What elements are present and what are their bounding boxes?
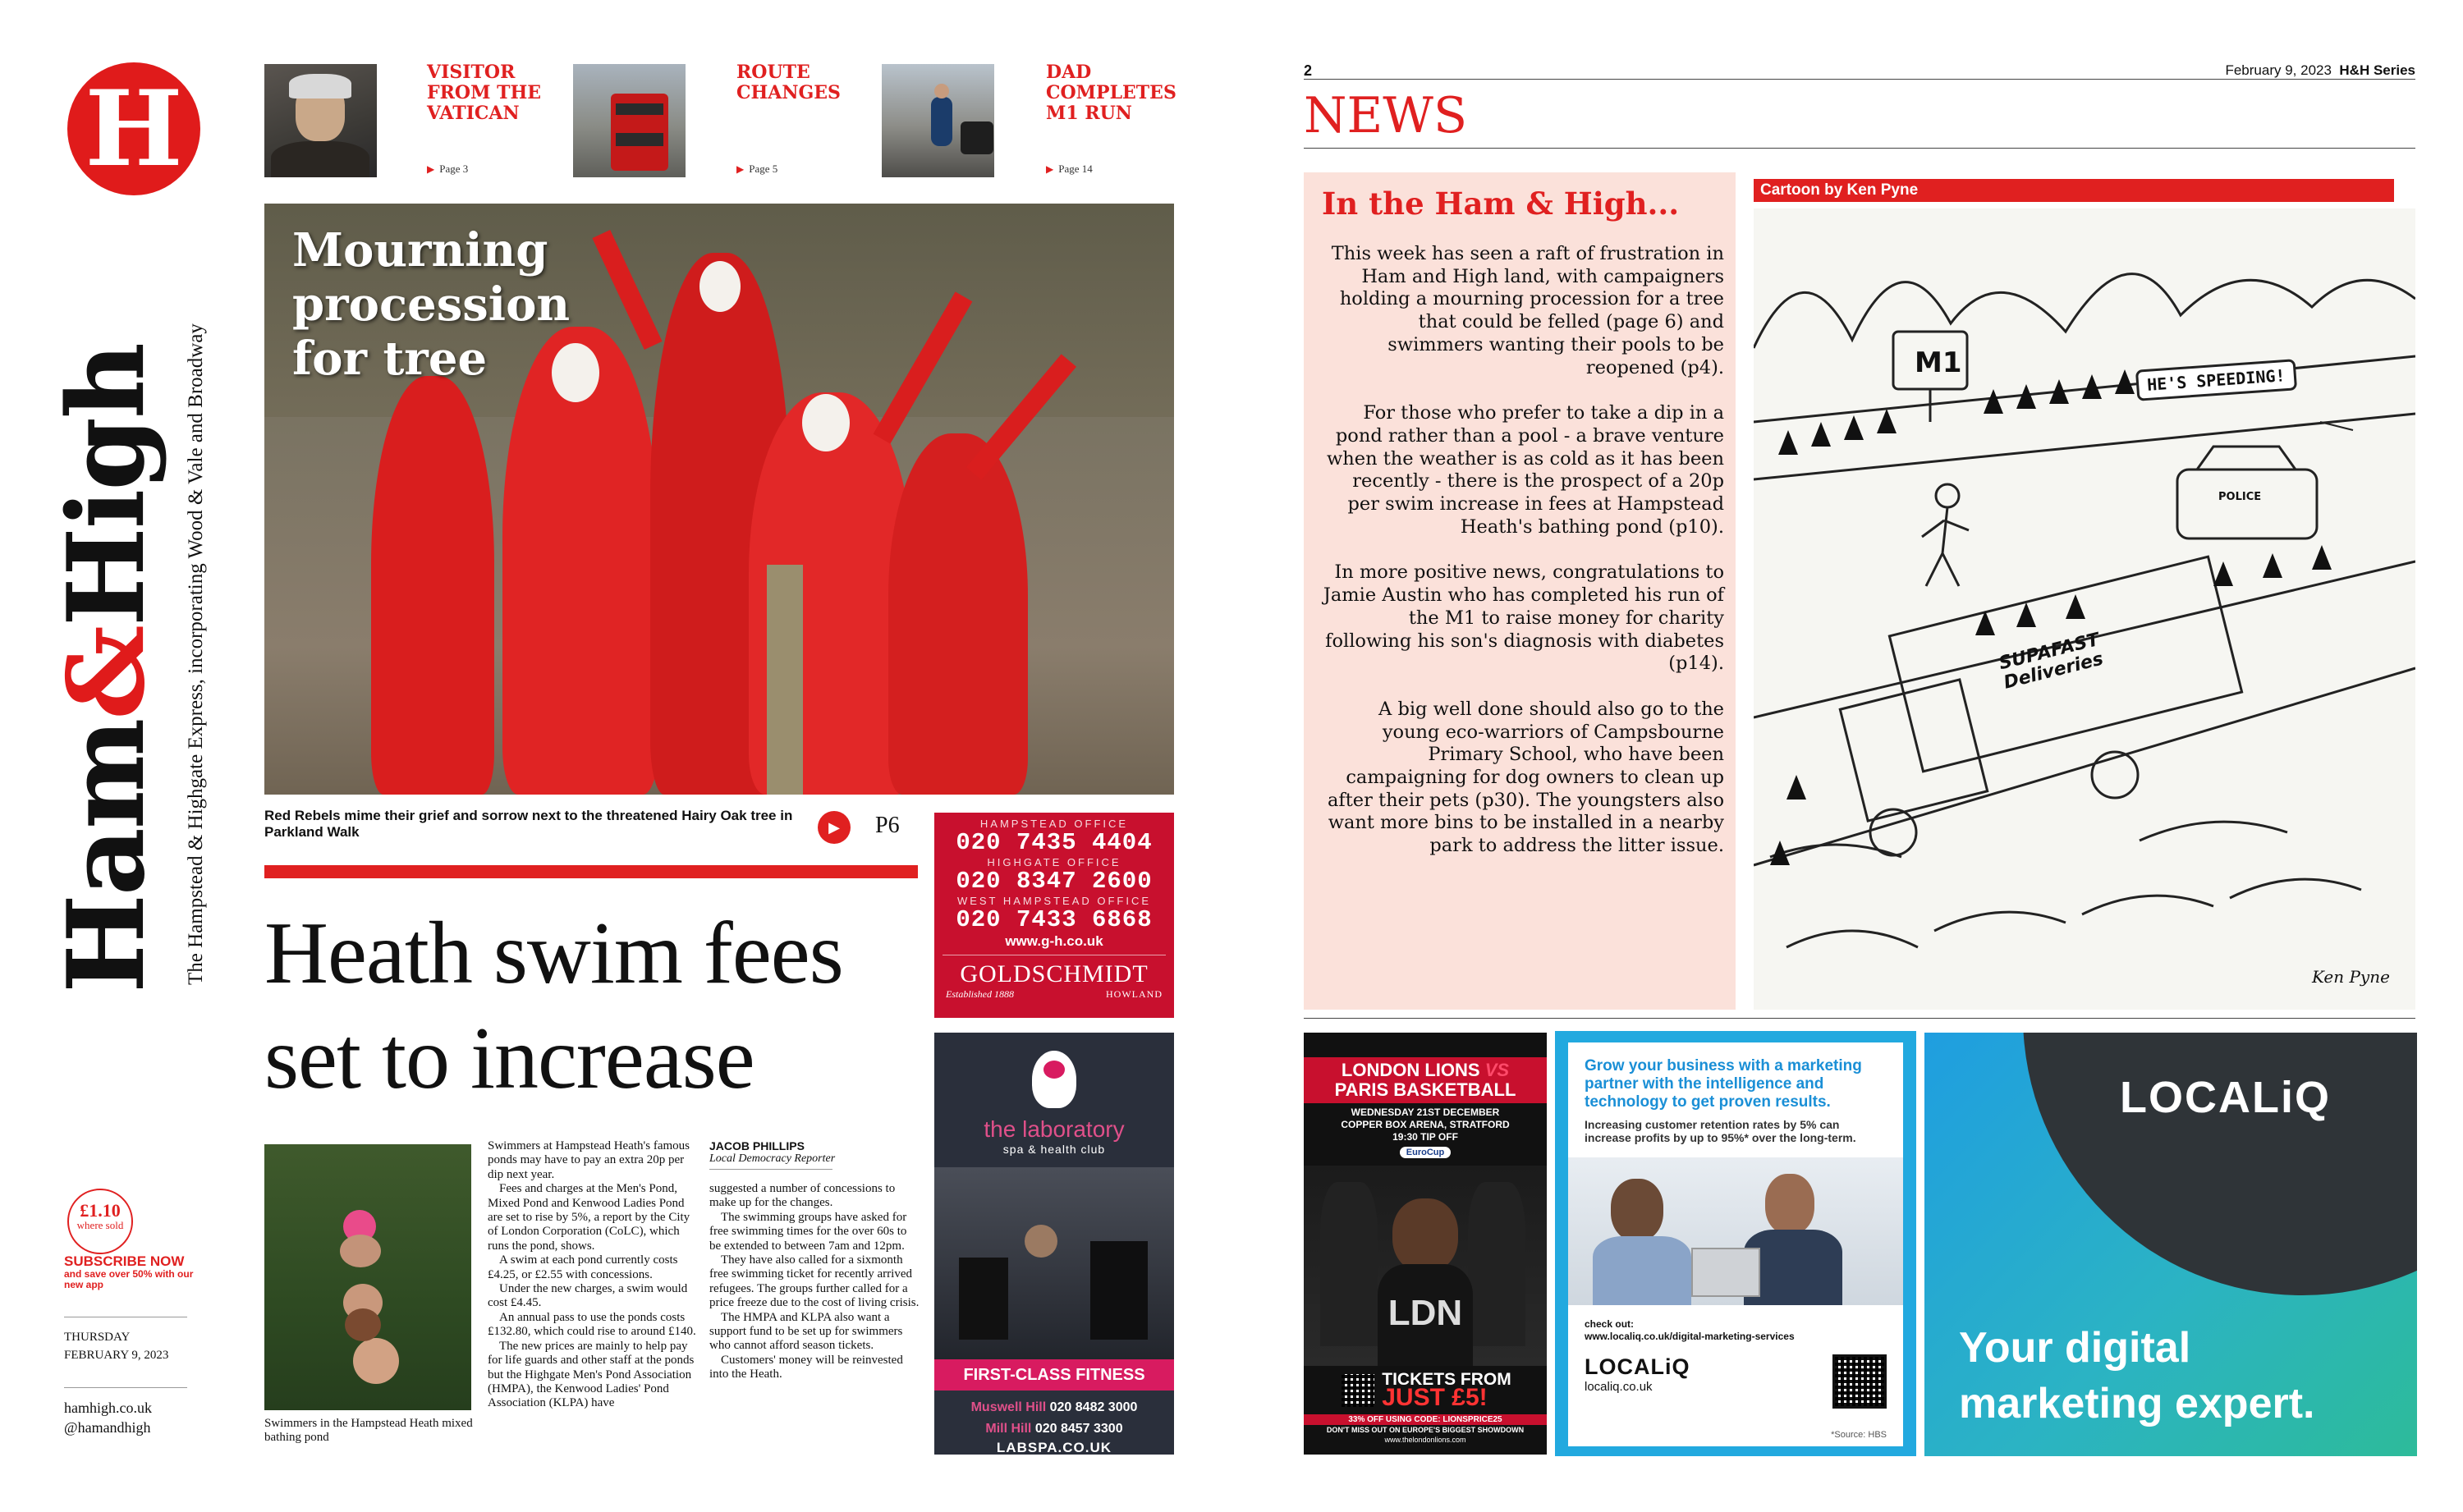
- lead-photo-caption: Red Rebels mime their grief and sorrow next to the threatened Hairy Oak tree in Parkland Walk: [264, 808, 793, 840]
- player-silhouette: [1468, 1182, 1525, 1346]
- lions-vs: VS: [1484, 1060, 1510, 1080]
- localiq-source: *Source: HBS: [1831, 1430, 1887, 1440]
- car-shape: [961, 121, 993, 154]
- lions-tipoff: 19:30 TIP OFF: [1392, 1131, 1458, 1143]
- article-paragraph: An annual pass to use the ponds costs £132.80, which could rise to around £140.: [488, 1310, 696, 1339]
- lab-location: Muswell Hill: [970, 1400, 1047, 1414]
- localiq-logo: LOCALiQ: [1585, 1354, 1690, 1379]
- swimmers-photo[interactable]: [264, 1144, 471, 1410]
- teaser-title-vatican[interactable]: VISITOR FROM THE VATICAN: [427, 62, 542, 124]
- gh-phone: 020 7435 4404: [956, 829, 1153, 856]
- van-label: SUPAFAST Deliveries: [1997, 629, 2106, 694]
- article-paragraph: The HMPA and KLPA also want a support fund to be set up for swimmers who cannot afford season tickets.: [709, 1310, 903, 1353]
- article-paragraph: suggested a number of concessions to make up for the changes.: [709, 1182, 896, 1210]
- wooden-post: [767, 565, 803, 795]
- article-paragraph: Under the new charges, a swim would cost £4.45.: [488, 1282, 688, 1310]
- white-face: [802, 394, 850, 451]
- in-ham-paragraph: In more positive news, congratulations to Jamie Austin who has completed his run of the M1 to raise money for charity following his son's diagnosis with diabetes (p14).: [1323, 561, 1724, 675]
- gh-brand-secondary: HOWLAND: [1106, 988, 1163, 1000]
- gh-website: www.g-h.co.uk: [1005, 933, 1103, 949]
- lab-tagline: spa & health club: [1002, 1143, 1106, 1156]
- lions-tagline: DON'T MISS OUT ON EUROPE'S BIGGEST SHOWDOWN: [1326, 1426, 1525, 1434]
- swimmers-photo-caption: Swimmers in the Hampstead Heath mixed bathing pond: [264, 1417, 473, 1444]
- price-note: where sold: [76, 1219, 124, 1231]
- in-ham-title: In the Ham & High...: [1322, 186, 1680, 222]
- localiq-subtext: Increasing customer retention rates by 5% can increase profits by up to 95%* over the long-term.: [1585, 1118, 1856, 1144]
- lab-banner: FIRST-CLASS FITNESS: [934, 1359, 1174, 1391]
- gym-machine: [1090, 1241, 1148, 1340]
- masthead-subtitle: The Hampstead & Highgate Express, incorporating Wood & Vale and Broadway: [185, 323, 207, 985]
- laboratory-ad[interactable]: [934, 1033, 1174, 1455]
- lions-tickets-price: JUST £5!: [1382, 1384, 1488, 1411]
- runner-shape: [931, 97, 952, 146]
- lions-venue: COPPER BOX ARENA, STRATFORD: [1341, 1119, 1510, 1130]
- bus-window: [616, 133, 663, 146]
- article-paragraph: Swimmers at Hampstead Heath's famous ponds may have to pay an extra 20p per dip next year.: [488, 1139, 690, 1181]
- qr-code-icon[interactable]: [1339, 1372, 1377, 1409]
- edition-date: [64, 1328, 212, 1364]
- series-name: H&H Series: [2339, 62, 2415, 78]
- main-headline[interactable]: Heath swim fees set to increase: [264, 905, 843, 1107]
- red-figure: [371, 376, 494, 795]
- localiq-headline: Grow your business with a marketing partner with the intelligence and technology to get proven results.: [1585, 1057, 1862, 1111]
- eurocup-badge: EuroCup: [1400, 1147, 1451, 1158]
- bus-window: [616, 103, 663, 115]
- person-head: [1611, 1179, 1663, 1241]
- website-link[interactable]: hamhigh.co.uk: [64, 1400, 152, 1416]
- teaser-title-m1-run[interactable]: DAD COMPLETES M1 RUN: [1046, 62, 1176, 124]
- masthead-logo: H: [67, 62, 200, 195]
- player-head: [1392, 1198, 1458, 1272]
- localiq-ad[interactable]: [1568, 1042, 1903, 1446]
- play-triangle-icon: ▶: [736, 163, 745, 175]
- localiq-brand-tagline: Your digital marketing expert.: [1959, 1324, 2315, 1427]
- page-number: 2: [1304, 62, 1313, 79]
- london-lions-ad[interactable]: [1304, 1033, 1547, 1455]
- localiq-url[interactable]: localiq.co.uk: [1585, 1380, 1653, 1394]
- play-triangle-icon: ▶: [427, 163, 435, 175]
- article-paragraph: A swim at each pond currently costs £4.25, or £2.55 with concessions.: [488, 1253, 678, 1281]
- person-head: [1765, 1174, 1814, 1235]
- article-paragraph: Fees and charges at the Men's Pond, Mixed Pond and Kenwood Ladies Pond are set to rise by 5%, a report by the City of London Corporation (CoLC), which runs the pond, shows.: [488, 1182, 690, 1253]
- edition-day: THURSDAY: [64, 1331, 131, 1344]
- teaser-page-route: ▶ Page 5: [736, 163, 778, 175]
- teaser-image-m1-run[interactable]: [882, 64, 994, 177]
- subscribe-promo[interactable]: [64, 1254, 212, 1290]
- article-paragraph: The swimming groups have asked for free swimming times for the over 60s to be extended to between 7am and 12pm.: [709, 1210, 907, 1253]
- gh-brand: GOLDSCHMIDT: [960, 960, 1149, 987]
- gym-photo: [934, 1167, 1174, 1359]
- portrait-hair: [289, 74, 351, 99]
- players-photo: [1304, 1166, 1547, 1366]
- in-ham-paragraph: This week has seen a raft of frustration in Ham and High land, with campaigners holding a mourning procession for a tree that could be felled (page 6) and swimmers wanting their pools to be reopened (p4).: [1331, 243, 1724, 378]
- speech-bubble: HE'S SPEEDING!: [2135, 359, 2297, 401]
- article-paragraph: They have also called for a sixmonth free swimming ticket for recently arrived refugees. The groups further called for a price freeze due to the cost of living crisis.: [709, 1253, 920, 1310]
- edition-date-text: FEBRUARY 9, 2023: [64, 1349, 169, 1362]
- qr-code-icon[interactable]: [1832, 1354, 1887, 1409]
- gh-office-label: HIGHGATE OFFICE: [987, 856, 1121, 868]
- subscribe-detail: and save over 50% with our new app: [64, 1268, 194, 1290]
- business-photo: [1568, 1157, 1903, 1305]
- header-rule: [1304, 148, 2415, 149]
- divider: [709, 1169, 832, 1170]
- m1-sign: M1: [1915, 346, 1962, 379]
- cartoon-label: Cartoon by Ken Pyne: [1754, 179, 2394, 202]
- localiq-brand-ad[interactable]: [1924, 1033, 2417, 1456]
- lions-tickets-label: TICKETS FROM: [1382, 1370, 1511, 1389]
- lab-phone: 020 8482 3000: [1049, 1400, 1138, 1414]
- swimmer-hair: [345, 1308, 381, 1341]
- in-ham-paragraph: A big well done should also go to the young eco-warriors of Campsbourne Primary School, who have been campaigning for dog owners to clean up after their pets (p30). The youngsters also want more bins to be installed in a nearby park to address the litter issue.: [1328, 698, 1724, 857]
- byline-role: Local Democracy Reporter: [709, 1152, 836, 1165]
- lead-page-ref: P6: [875, 813, 900, 838]
- portrait-jacket: [271, 141, 369, 177]
- price-badge: [67, 1189, 133, 1254]
- in-ham-paragraph: For those who prefer to take a dip in a pond rather than a pool - a brave venture when the weather is as cold as it has been recently - there is the prospect of a 20p per swim increase in fees at Hampstead Heath's bathing pond (p10).: [1327, 402, 1724, 538]
- lead-photo-title[interactable]: Mourning procession for tree: [292, 223, 571, 386]
- gh-phone: 020 8347 2600: [956, 868, 1153, 895]
- article-paragraph: The new prices are mainly to help pay for life guards and other staff at the ponds but the Highgate Men's Pond Association (HMPA), the Kenwood Ladies' Pond Association (KLPA) have: [488, 1339, 695, 1410]
- byline-block: [709, 1139, 920, 1170]
- swimmer-head: [340, 1235, 381, 1267]
- play-triangle-icon: ▶: [1046, 163, 1054, 175]
- cartoon-illustration[interactable]: [1754, 208, 2415, 1010]
- tablet-shape: [1691, 1248, 1760, 1297]
- section-label: NEWS: [1304, 87, 1468, 144]
- gh-office-label: HAMPSTEAD OFFICE: [979, 818, 1129, 830]
- gh-office-label: WEST HAMPSTEAD OFFICE: [956, 895, 1152, 907]
- header-rule: [1304, 79, 2415, 80]
- article-column-1: [488, 1139, 698, 1411]
- lions-opponent: PARIS BASKETBALL: [1334, 1079, 1516, 1100]
- localiq-check-label: check out:: [1585, 1318, 1635, 1330]
- byline-name[interactable]: JACOB PHILLIPS: [709, 1139, 805, 1152]
- in-ham-body: [1322, 243, 1724, 881]
- teaser-page-m1-run: ▶ Page 14: [1046, 163, 1093, 175]
- headline-red-bar: [264, 865, 918, 878]
- runner-head: [934, 84, 949, 99]
- price-amount: £1.10: [80, 1200, 121, 1221]
- lions-date: WEDNESDAY 21ST DECEMBER: [1351, 1107, 1500, 1118]
- lions-website: www.thelondonlions.com: [1384, 1436, 1466, 1444]
- lab-name: the laboratory: [984, 1116, 1125, 1142]
- teaser-image-vatican[interactable]: [264, 64, 377, 177]
- masthead-name-part1: Ham: [45, 719, 168, 993]
- lions-promo: 33% OFF USING CODE: LIONSPRICE25: [1304, 1414, 1547, 1425]
- localiq-brand-logo: LOCALiQ: [2120, 1073, 2331, 1122]
- lab-phone: 020 8457 3300: [1034, 1422, 1123, 1436]
- police-car-label: POLICE: [2218, 491, 2262, 503]
- page-header-date: February 9, 2023 H&H Series: [2225, 62, 2415, 78]
- masthead-name-part2: High: [45, 344, 168, 627]
- lions-jersey: LDN: [1378, 1264, 1473, 1366]
- web-block: [64, 1398, 212, 1437]
- red-figure: [888, 433, 1028, 795]
- teaser-image-route[interactable]: [573, 64, 686, 177]
- lions-team: LONDON LIONS: [1341, 1060, 1480, 1080]
- goldschmidt-ad[interactable]: [934, 813, 1174, 1018]
- divider: [1304, 1018, 2415, 1019]
- localiq-check-url[interactable]: www.localiq.co.uk/digital-marketing-services: [1585, 1331, 1795, 1342]
- play-icon[interactable]: ▶: [818, 811, 851, 844]
- teaser-title-route[interactable]: ROUTE CHANGES: [736, 62, 841, 103]
- person-body: [1593, 1236, 1691, 1305]
- lab-website: LABSPA.CO.UK: [996, 1440, 1112, 1455]
- masthead-wordmark: [45, 254, 168, 993]
- article-column-2: [709, 1182, 920, 1382]
- social-handle[interactable]: @hamandhigh: [64, 1419, 151, 1436]
- article-paragraph: Customers' money will be reinvested into the Heath.: [709, 1353, 903, 1381]
- gh-established: Established 1888: [946, 988, 1014, 1000]
- person-head: [1025, 1225, 1057, 1258]
- lab-location: Mill Hill: [985, 1422, 1032, 1436]
- masthead-ampersand: &: [45, 626, 168, 720]
- player-silhouette: [1320, 1182, 1378, 1346]
- lab-logo-icon: [1032, 1051, 1076, 1108]
- teaser-page-vatican: ▶ Page 3: [427, 163, 469, 175]
- cartoon-drawing: [1754, 208, 2415, 1010]
- white-face: [699, 261, 741, 312]
- gym-machine: [959, 1258, 1008, 1340]
- subscribe-headline: SUBSCRIBE NOW: [64, 1253, 185, 1269]
- gh-phone: 020 7433 6868: [956, 906, 1153, 933]
- swimmer-head: [353, 1338, 399, 1384]
- lab-logo-mark: [1043, 1061, 1065, 1079]
- cartoon-signature: Ken Pyne: [2312, 967, 2390, 987]
- divider: [64, 1387, 187, 1388]
